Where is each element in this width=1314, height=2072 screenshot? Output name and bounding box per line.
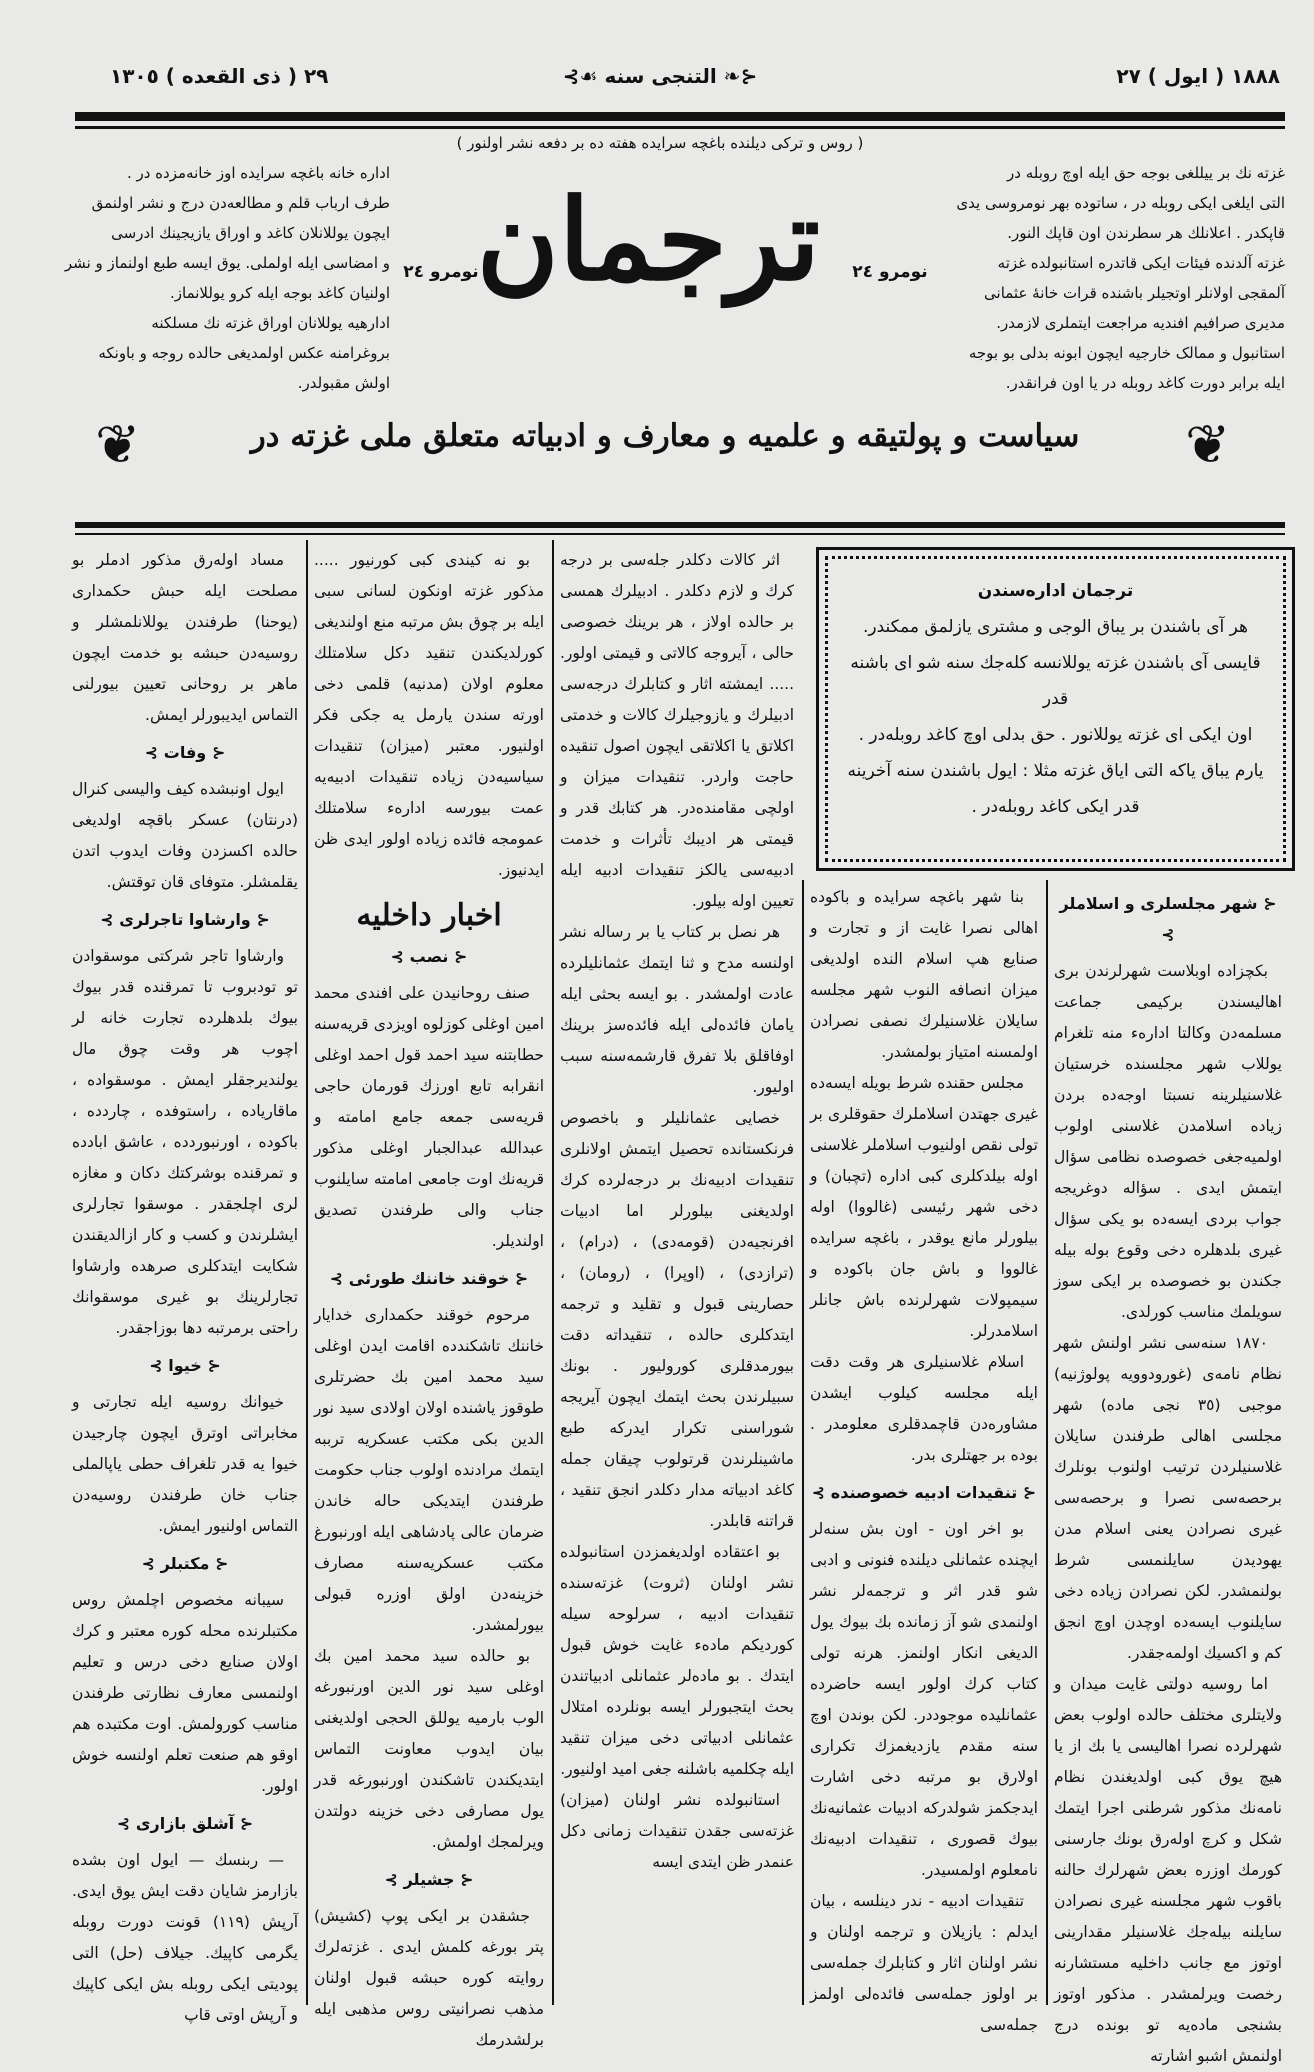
article-paragraph: مرحوم خوقند حکمداری خدایار خاننك تاشکندده اقامت ایدن اوغلی سید محمد امین بك حضرتلری طوقوز یاشنده اولان اولادی سید نور الدین بكی مکتب عسکریه ترببه ایتمك مرادنده اولوب جناب حکومت طرفندن ایتدیکی حاله خاندن ضرمان عالی پادشاهی ایله اورنبورغ مکتب عسکریه‌سنه مصارف خزینه‌دن اولق اوزره قبولی بیورلمشدر. bbox=[314, 1306, 544, 1634]
article-paragraph: مجلس حقنده شرط بویله ایسه‌ده غیری جهتدن اسلاملرك حقوقلری بر تولی نقص اولنیوب اسلاملر غلاسنی اوله بیلدکلری کبی اداره (تچبان) و دخی شهر رئیسی (غالووا) اوله بیلورلر مانع یوقدر ، باغچه سرایده غالووا و باش جان باکوده و سیمپولات شهرلرنده باش جانلر اسلامدرلر. bbox=[810, 1074, 1038, 1340]
header-rule bbox=[75, 112, 1285, 121]
subscription-line: التی ایلغی ایکی روبله در ، ساتوده بهر نومروسی یدی bbox=[956, 194, 1285, 212]
publication-note: ( روس و ترکی دیلنده باغچه سرایده هفته ده بر دفعه نشر اولنور ) bbox=[456, 134, 864, 152]
notice-heading: ترجمان اداره‌سندن bbox=[977, 581, 1134, 601]
notice-line: قایسی آی باشندن غزته یوللانسه کله‌جك سنه شو ای باشنه قدر bbox=[850, 653, 1261, 709]
newspaper-subtitle: سیاست و پولتیقه و علمیه و معارف و ادبیاته متعلق ملی غزته در bbox=[250, 418, 1080, 454]
column-5 bbox=[1054, 882, 1282, 2065]
subscription-line: غزته نك بر ییللغی بوجه حق ایله اوچ روبله در bbox=[1007, 164, 1285, 182]
editorial-line: ادارهیه یوللانان اوراق غزته نك مسلکنه bbox=[151, 314, 390, 332]
ornament-icon: ☙⊱ bbox=[562, 64, 605, 88]
article-paragraph: وارشاوا تاجر شرکتی موسقوادن تو تودبروب تا تمرقنده قدر بیوك بیوك بلدهلرده تجارت خانه لر اچوب هر وقت چوق مال یولندیرجقلر ایمش . موسقواده ، ماقاریاده ، راستوفده ، چاردده ، باکوده ، اورنبوردده ، عاشق ابادده و تمرقنده بوشرکتك دکان و مغازه لری اچلجقدر . موسقوا تجارلری ایشلرندن و کسب و کار ازالدیقندن شکایت ایتدکلری صرهده وارشاوا تجارلرینك بو غیری موسقوانك راحتی برمرتبه دها بوزاجقدر. bbox=[72, 947, 298, 1337]
article-paragraph: خصایی عثمانلیلر و باخصوص فرنکستانده تحصیل ایتمش اولانلری تنقیدات ادبیه‌نك بر درجه‌لرده کرك اولدیغنی بیلورلر اما ادبیات افرنجیه‌دن (قومه‌دی) ، (درام) ، (ترازدی) ، (اوپرا) ، (رومان) ، حصارینی قبول و تقلید و ترجمه ایتدکلری حالده ، تنقیداته دقت بیورمدقلری کورولیور . بونك سبیلرندن بحث ایتمك ایچون آیریجه شوراسنی تکرار ایدرکه طبع ماشینلرندن قرتولوب چیقان جمله کاغد ادبیاته مدار دکلدر انجق تنقید ، قراتنه قابلدر. bbox=[560, 1109, 794, 1530]
editorial-line: ایچون یوللانلان کاغد و اوراق یازیجینك ادرسی bbox=[111, 224, 390, 242]
article-paragraph: بو حالده سید محمد امین بك اوغلی سید نور الدین اورنبورغه الوب بارمیه یوللق الحجی اولدیغنی بیان ایدوب معاونت التماس ایتدیکندن تاشکندن اورنبورغه قدر یول مصارفی دخی خزینه دولتدن ویرلمجك اولمش. bbox=[314, 1647, 544, 1851]
article-paragraph: اما روسیه دولتی غایت میدان و ولایتلری مختلف حالده اولوب بعض شهرلرده نصرا اهالیسی یا بك از یا هیچ یوق کبی اولدیغندن نظام نامه‌نك مذکور شرطنی اجرا ایتمك شکل و کرچ اوله‌رق بونك جارسنی کورمك اوزره بعض شهرلرك حالنه باقوب شهر مجلسنه غیری نصرادن سایلنه بیله‌جك غلاسنیلر مقدارینی اوتوز مع جانب داخلیه مستشارنه رخصت ویرلمشدر . مذکور اوتوز بشنجی ماده‌یه تو بونده درج اولنمش اشبو اشارته bbox=[1054, 1675, 1282, 2065]
article-heading: ⊰ وارشاوا تاجرلری ⊱ bbox=[72, 904, 298, 935]
article-paragraph: بو نه کیندی کبی کورنیور ..... مذکور غزته اونکون لسانی سبی ایله بر چوق بش مرتبه منع اولندیغی کورلدیکندن تنقید دکل سلامتلك معلوم اولان (مدنیه) قلمی دخی اورته سندن یارمل یه جکی فکر اولنیور. معتبر (میزان) تنقیدات سیاسیه‌دن زیاده تنقیدات ادبیه‌یه عمت بیورسه ادارهء سلامتلك عمومجه فائده زیاده اولور ایدی ظن ایدنیوز. bbox=[314, 551, 544, 879]
article-heading: ⊰ مکتبلر ⊱ bbox=[72, 1548, 298, 1579]
article-paragraph: بو اخر اون - اون بش سنه‌لر ایچنده عثمانلی دیلنده فنونی و ادبی شو قدر اثر و ترجمه‌لر نشر اولنمدی شو آز زمانده بك بیوك یول الدیغی انکار اولنمز. هرنه تولی کتاب کرك اولور ایسه حاضرده عثمانلیده موجوددر. لکن بوندن اوچ سنه مقدم یازدیغمزك تکراری اولارق بو مرتبه دخی اشارت ایدجکمز شولدرکه ادبیات عثمانیه‌نك بیوك قصوری ، تنقیدات ادبیه‌نك نامعلوم اولمسیدر. bbox=[810, 1520, 1038, 1879]
notice-box bbox=[825, 556, 1286, 862]
editorial-line: طرف ارباب قلم و مطالعه‌دن درج و نشر اولنمق bbox=[91, 194, 390, 212]
newspaper-title: ترجمان bbox=[476, 175, 820, 306]
article-paragraph: هر نصل بر کتاب یا بر رساله نشر اولنسه مدح و ثنا ایتمك عثمانلیلرده عادت اولمشدر . بو ایسه بحثی ایله یامان فائده‌لی ایله فائده‌سز برینك اوفاقلق بلا تفرق قارشمه‌سنه سبب اولیور. bbox=[560, 923, 794, 1096]
subscription-line: غزته آلدنده فیئات ایکی قاتدره استانبولده غزته bbox=[997, 254, 1285, 272]
editorial-line: و امضاسی ایله اولملی. یوق ایسه طبع اولنماز و نشر bbox=[64, 254, 390, 272]
article-paragraph: تنقیدات ادبیه - ندر دینلسه ، بیان ایدلم : یازیلان و ترجمه اولنان و نشر اولنان اثار و کتابلرك جمله‌سی بر اولوز جمله‌سی فائده‌لی اولمز جمله‌سی bbox=[810, 1892, 1038, 2034]
column-divider bbox=[552, 540, 554, 2005]
subscription-info bbox=[956, 158, 1285, 398]
article-heading: ⊰ تنقیدات ادبیه خصوصنده ⊱ bbox=[810, 1477, 1038, 1508]
editorial-line: اولنیان کاغد بوجه ایله کرو یوللانماز. bbox=[169, 284, 390, 302]
subscription-line: استانبول و ممالک خارجیه ایچون ابونه بدلی بو بوجه bbox=[968, 344, 1285, 362]
column-divider bbox=[1046, 880, 1048, 2005]
column-divider bbox=[306, 540, 308, 2005]
notice-line: یارم یباق یاکه التی ایاق غزته مثلا : ایول باشندن سنه آخرینه bbox=[847, 761, 1264, 781]
article-paragraph: اسلام غلاسنیلری هر وقت دقت ایله مجلسه کیلوب ایشدن مشاوره‌دن قاچمدقلری معلومدر . بوده بر جهتلری بدر. bbox=[810, 1353, 1038, 1464]
subscription-line: ایله برابر دورت کاغد روبله در یا اون فرانقدر. bbox=[1005, 374, 1285, 392]
article-paragraph: بکچزاده اوبلاست شهرلرندن بری اهالیسندن برکیمی جماعت مسلمه‌دن وکالتا ادارهء منه تلغرام یوللاب شهر مجلسنده خرستیان غلاسنیلرینه نسبتا اوجه‌ده بردن زیاده اسلامدن غلاسنی اولوب اولمیه‌جغی خصوصده نظامی سؤال ایتمش ایدی . سؤاله دوغریجه جواب بردی ایسه‌ده بو یکی سؤال غیری بلدهلره دخی وقوع بوله بیله جکندن بو خصوصده بر ایکی سوز سویلمك مناسب کورلدی. bbox=[1054, 962, 1282, 1321]
notice-line: اون ایکی ای غزته یوللانور . حق بدلی اوچ کاغد روبله‌در . bbox=[858, 725, 1253, 745]
year-label-text: التنجی سنه bbox=[604, 64, 717, 88]
section-heading: اخبار داخلیه bbox=[356, 898, 502, 933]
ornament-left-icon: ❦ bbox=[95, 413, 141, 476]
issue-number-right: نومرو ٢٤ bbox=[852, 262, 928, 282]
hijri-date: ٢٩ ( ذی القعده ) ١٣٠٥ bbox=[110, 64, 329, 88]
article-paragraph: خیوانك روسیه ایله تجارتی و مخابراتی اوترق ایچون چارجیدن خیوا یه قدر تلغراف حطی یاپالملی جناب خان طرفندن روسیه‌دن التماس اولنیور ایمش. bbox=[72, 1393, 298, 1535]
year-label bbox=[540, 64, 780, 88]
article-paragraph: بنا شهر باغچه سرایده و باکوده اهالی نصرا غایت از و تجارت و صنایع هپ اسلام النده اولدیغی میزان انصافه النوب شهر مجلسه سایلان غلاسنیلرك نصفی نصرادن اولمسنه امتیاز بولمشدر. bbox=[810, 888, 1038, 1061]
subscription-line: مدیری صرافیم افندیه مراجعت ایتملری لازمدر. bbox=[996, 314, 1285, 332]
article-paragraph: سیبانه مخصوص اچلمش روس مکتبلرنده محله کوره معتبر و کرك اولان صنایع دخی درس و تعلیم اولنمسی معارف نظارتی طرفندن مناسب کورولمش. اوت مکتبده هم اوقو هم صنعت تعلم اولنسه خوش اولور. bbox=[72, 1591, 298, 1795]
notice-line: قدر ایکی کاغد روبله‌در . bbox=[971, 797, 1140, 817]
article-paragraph: — ربنسك — ایول اون بشده بازارمز شایان دقت ایش یوق ایدی. آرپش (١١٩) قونت دورت روبله یگرمی کاپیك. جیلاف (حل) التی پودیتی ایکی روبله بش ایکی کاپیك و آرپش اوتی قاپ bbox=[72, 1851, 299, 2024]
column-1 bbox=[72, 545, 299, 2024]
column-4 bbox=[810, 882, 1038, 2034]
ornament-right-icon: ❦ bbox=[1185, 413, 1231, 476]
article-paragraph: مساد اوله‌رق مذکور ادملر بو مصلحت ایله حبش حکمداری (یوحنا) طرفندن یوللانلمشلر و روسیه‌دن حبشه بو خدمت ایچون ماهر بر روحانی تعیین بیورلنی التماس ایدیبورلر ایمش. bbox=[72, 551, 298, 724]
notice-line: هر آی باشندن بر یباق الوجی و مشتری یازلمق ممکندر. bbox=[863, 617, 1248, 637]
issue-number-left: نومرو ٢٤ bbox=[403, 262, 479, 282]
article-heading: ⊰ جشیلر ⊱ bbox=[314, 1864, 544, 1895]
article-heading: ⊰ خیوا ⊱ bbox=[72, 1350, 298, 1381]
gregorian-date: ١٨٨٨ ( ایول ) ٢٧ bbox=[1116, 64, 1280, 88]
article-paragraph: جشقدن بر ایکی پوپ (کشیش) پتر بورغه کلمش ایدی . غزته‌لرك روایته کوره حبشه قبول اولنان مذهب نصرانیتی روس مذهبی ایله برلشدرمك bbox=[314, 1907, 544, 2049]
editorial-line: بروغرامنه عکس اولمدیغی حالده روجه و باونکه bbox=[98, 344, 390, 362]
article-paragraph: ایول اونبشده کیف والیسی کنرال (درنتان) عسکر باقچه اولدیغی حالده اکسزدن وفات ایدوب اتدن یقلمشلر. متوفای قان توقتش. bbox=[72, 780, 298, 891]
masthead-rule-thin bbox=[75, 533, 1285, 535]
article-heading: ⊰ آشلق بازاری ⊱ bbox=[72, 1808, 298, 1839]
subscription-line: آلمقجی اولانلر اوتجیلر باشنده قرات خانهٔ عثمانی bbox=[984, 284, 1285, 302]
ornament-icon: ⊰❧ bbox=[716, 64, 758, 88]
article-heading: ⊰ شهر مجلسلری و اسلاملر ⊱ bbox=[1054, 888, 1282, 950]
subscription-line: قاپکدر . اعلانلك هر سطرندن اون قاپك النور. bbox=[1007, 224, 1285, 242]
column-divider bbox=[802, 880, 804, 2005]
editorial-info bbox=[64, 158, 390, 398]
column-3 bbox=[560, 545, 794, 2005]
article-paragraph: بو اعتقاده اولدیغمزدن استانبولده نشر اولنان (ثروت) غزته‌سنده تنقیدات ادبیه ، سرلوحه سیله کوردیکم مادهء غایت خوش قبول ایتدك . بو ماده‌لر عثمانلی ادبیاتندن بحث ایتجبورلر ایسه بونلرده امتلال عثمانلی ادبیاتی دخی میزان تنقید ایله چکلمیه باشلنه جغی امید اولنیور. bbox=[560, 1543, 794, 1778]
article-paragraph: ١٨٧٠ سنه‌سی نشر اولنش شهر نظام نامه‌ی (غورودوویه پولوژنیه) موجبی (٣٥ نجی ماده) شهر مجلسی اهالی طرفندن سایلان غلاسنیلردن ترتیب اولنوب بونلرك برحصه‌سی نصرا و برحصه‌سی غیری نصرادن یعنی اسلام مدن یهودیدن سایلنمسی شرط بولنمشدر. لکن نصرادن زیاده دخی سایلنوب ایسه‌ده اوچدن اوچ انجق کم و اکسیك اولمه‌جقدر. bbox=[1054, 1334, 1282, 1662]
article-heading: ⊰ نصب ⊱ bbox=[314, 941, 544, 972]
editorial-line: اداره خانه باغچه سرایده اوز خانه‌مزده در . bbox=[126, 164, 390, 182]
article-heading: ⊰ خوقند خاننك طورئی ⊱ bbox=[314, 1263, 544, 1294]
header-rule-thin bbox=[75, 126, 1285, 129]
masthead-rule bbox=[75, 522, 1285, 528]
article-heading: ⊰ وفات ⊱ bbox=[72, 737, 298, 768]
article-paragraph: استانبولده نشر اولنان (میزان) غزته‌سی جقدن تنقیدات زمانی دکل عنمدر ظن ایتدی ایسه bbox=[560, 1791, 794, 1871]
column-2 bbox=[314, 545, 544, 2049]
article-paragraph: صنف روحانیدن علی افندی محمد امین اوغلی کوزلوه اویزدی قریه‌سنه حطابتنه سید احمد قول احمد اوغلی انقرابه تابع اورزك قورمان حاجی قریه‌سی جمعه جامع امامته و عبدالله عبدالجبار اوغلی مذکور قریه‌نك اوت جامعی امامته سایلنوب جناب والی طرفندن تصدیق اولندیلر. bbox=[314, 984, 544, 1250]
editorial-line: اولش مقبولدر. bbox=[297, 374, 390, 392]
article-paragraph: اثر کالات دکلدر جله‌سی بر درجه کرك و لازم دکلدر . ادبیلرك همسی بر حالده اولاز ، هر برینك خصوصی حالی ، آیروجه کالاتی و قیمتی اولور. ..... ایمشته اثار و کتابلرك درجه‌سی ادبیلرك و یازوجیلرك کالات و خدمتی اکلاتق یا اکلاتقی ایچون اصول تنقیده حاجت واردر. تنقیدات میزان و اولچی مقامنده‌در. هر کتابك قدر و قیمتی هر ادیبك تأثرات و خدمت ادبیه‌سی یالکز تنقیدات ادبیه ایله تعیین اوله بیلور. bbox=[560, 551, 794, 910]
